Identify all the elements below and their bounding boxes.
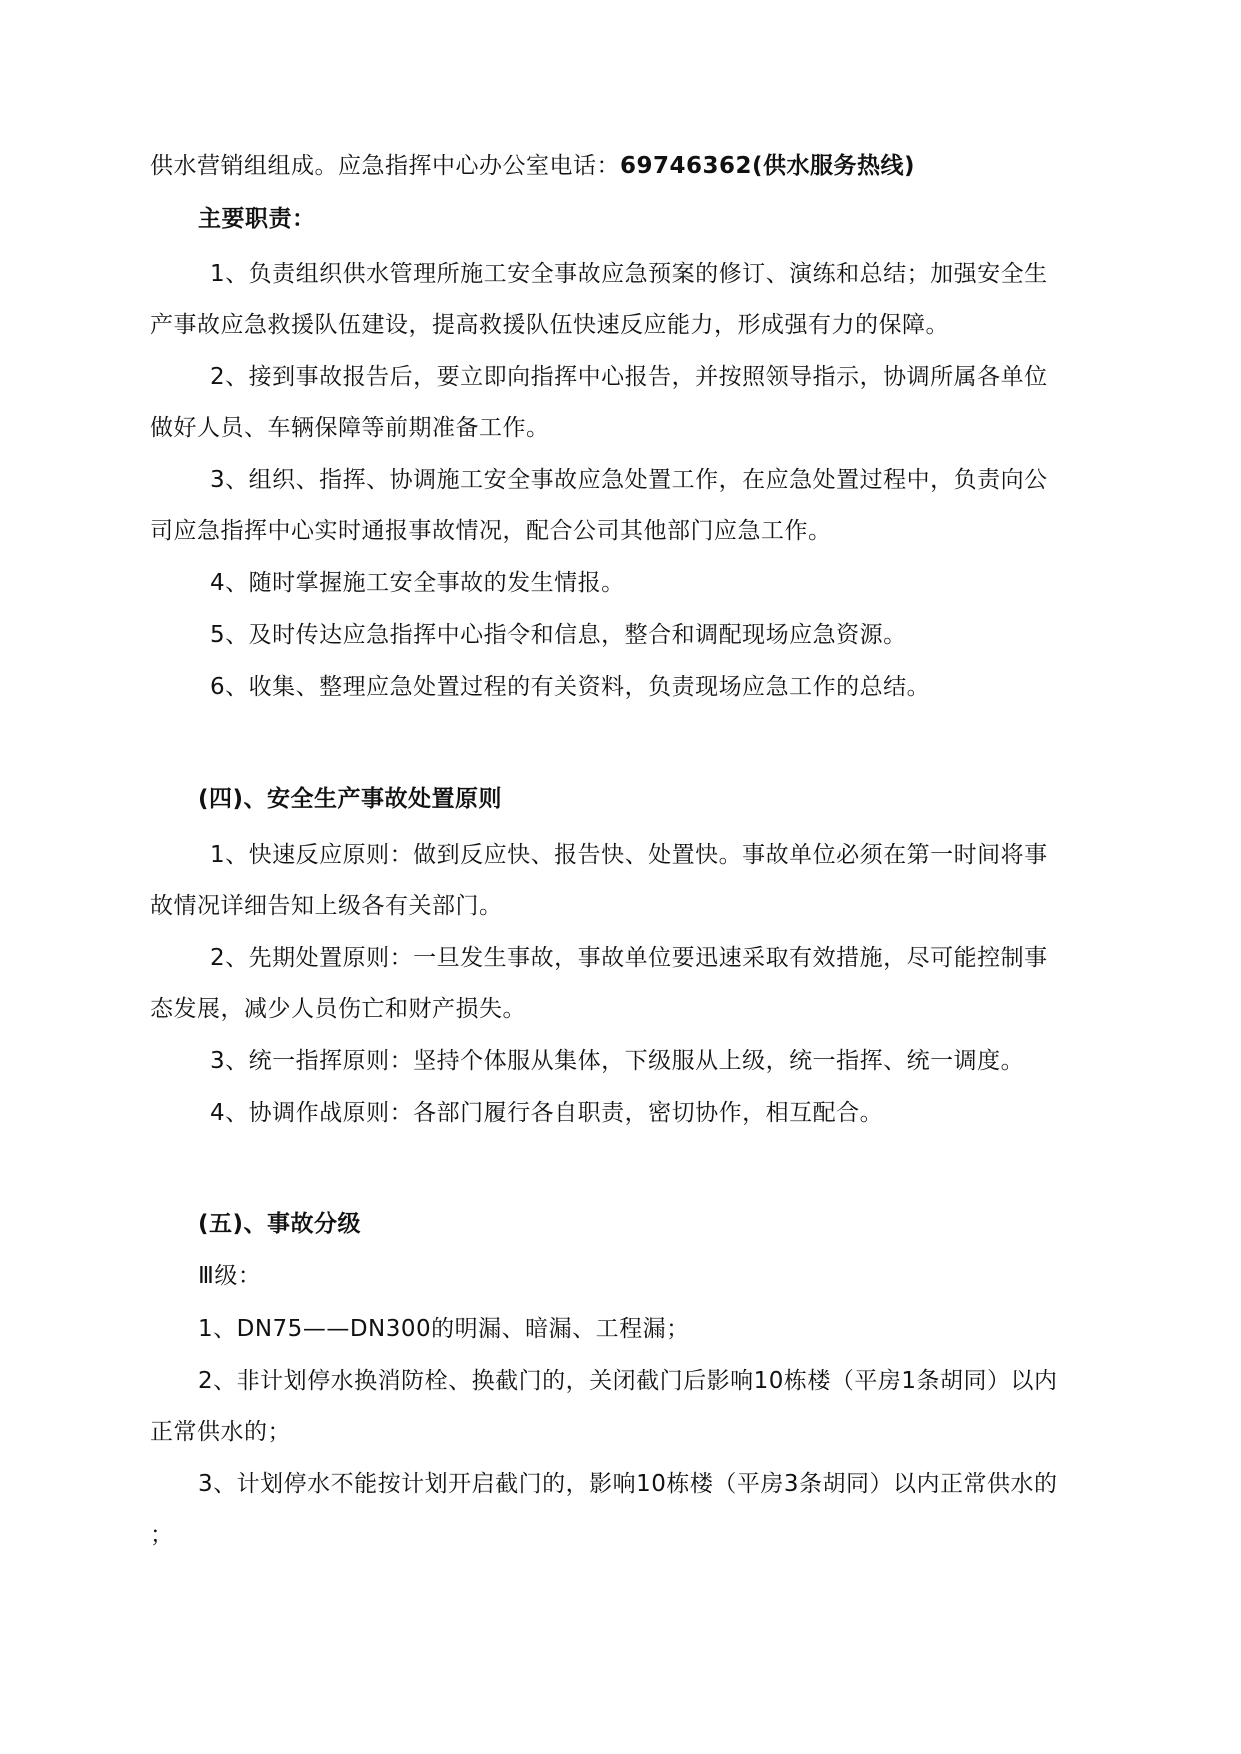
- duty-item-5: 5、及时传达应急指挥中心指令和信息，整合和调配现场应急资源。: [210, 622, 907, 648]
- level-item-3-line2: ；: [150, 1522, 174, 1548]
- level-item-3-line1: 3、计划停水不能按计划开启截门的，影响10栋楼（平房3条胡同）以内正常供水的: [198, 1471, 1058, 1497]
- principle-item-2-line2: 态发展，减少人员伤亡和财产损失。: [150, 996, 526, 1022]
- intro-line: [150, 150, 915, 182]
- hotline-number: 69746362(供水服务热线): [620, 153, 916, 179]
- level-item-2-line2: 正常供水的；: [150, 1419, 291, 1445]
- section5-heading: (五)、事故分级: [198, 1211, 362, 1237]
- duties-heading: 主要职责：: [198, 206, 316, 232]
- duty-item-3-line2: 司应急指挥中心实时通报事故情况，配合公司其他部门应急工作。: [150, 518, 832, 544]
- duty-item-2-line1: 2、接到事故报告后，要立即向指挥中心报告，并按照领导指示，协调所属各单位: [210, 364, 1048, 390]
- principle-item-4: 4、协调作战原则：各部门履行各自职责，密切协作，相互配合。: [210, 1100, 884, 1126]
- intro-text: 供水营销组组成。应急指挥中心办公室电话：: [150, 153, 620, 179]
- duty-item-2-line2: 做好人员、车辆保障等前期准备工作。: [150, 415, 550, 441]
- duty-item-6: 6、收集、整理应急处置过程的有关资料，负责现场应急工作的总结。: [210, 674, 931, 700]
- principle-item-3: 3、统一指挥原则：坚持个体服从集体，下级服从上级，统一指挥、统一调度。: [210, 1048, 1025, 1074]
- duty-item-1-line1: 1、负责组织供水管理所施工安全事故应急预案的修订、演练和总结；加强安全生: [210, 261, 1048, 287]
- section4-heading: (四)、安全生产事故处置原则: [198, 786, 503, 812]
- duty-item-1-line2: 产事故应急救援队伍建设，提高救援队伍快速反应能力，形成强有力的保障。: [150, 312, 949, 338]
- principle-item-2-line1: 2、先期处置原则：一旦发生事故，事故单位要迅速采取有效措施，尽可能控制事: [210, 945, 1048, 971]
- principle-item-1-line2: 故情况详细告知上级各有关部门。: [150, 893, 503, 919]
- duty-item-3-line1: 3、组织、指挥、协调施工安全事故应急处置工作，在应急处置过程中，负责向公: [210, 467, 1048, 493]
- duty-item-4: 4、随时掌握施工安全事故的发生情报。: [210, 570, 625, 596]
- level-label: Ⅲ级：: [198, 1263, 262, 1289]
- level-item-2-line1: 2、非计划停水换消防栓、换截门的，关闭截门后影响10栋楼（平房1条胡同）以内: [198, 1368, 1058, 1394]
- level-item-1: 1、DN75——DN300的明漏、暗漏、工程漏；: [198, 1316, 690, 1342]
- principle-item-1-line1: 1、快速反应原则：做到反应快、报告快、处置快。事故单位必须在第一时间将事: [210, 842, 1048, 868]
